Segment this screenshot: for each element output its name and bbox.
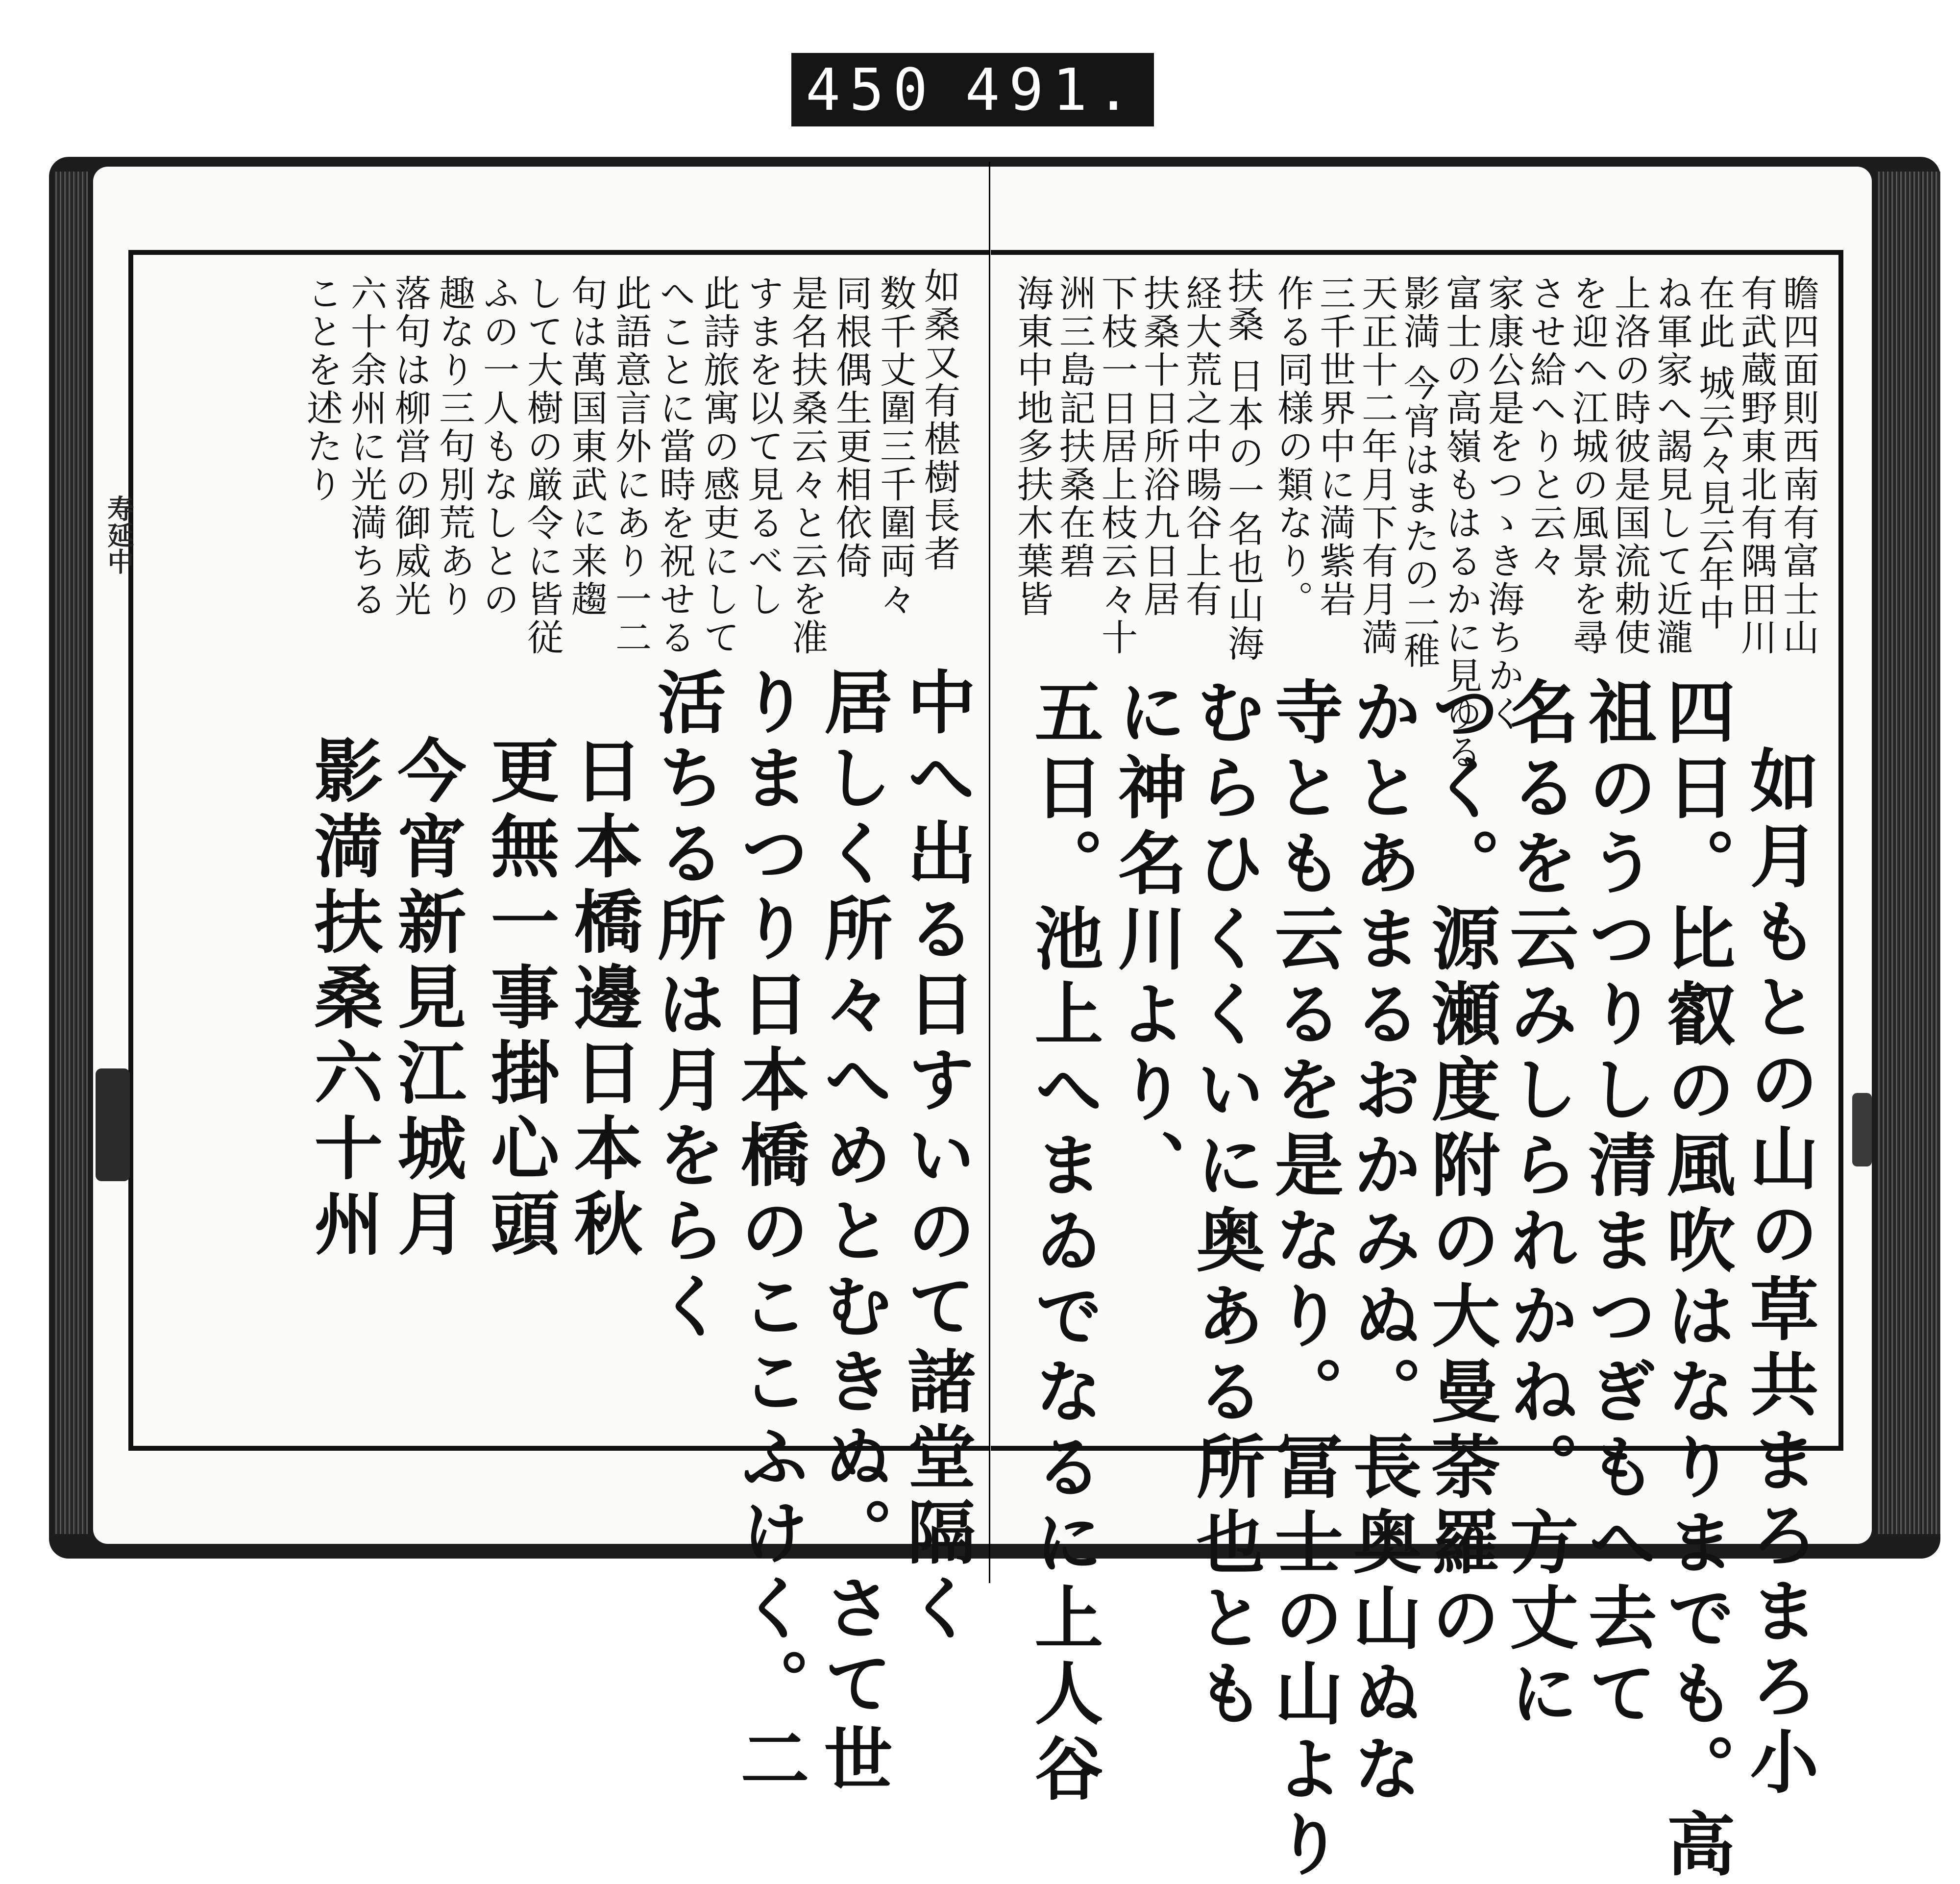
right-commentary-col: 三千世界中に満紫岩 (1314, 274, 1356, 619)
center-fold (989, 162, 990, 1583)
catalog-label (791, 53, 1154, 126)
right-commentary-col: 瞻四面則西南有富士山 (1777, 274, 1819, 657)
left-commentary-col: して大樹の厳令に皆従 (521, 274, 564, 657)
right-commentary-col: 扶桑 日本の一名也山海 (1222, 267, 1264, 663)
left-commentary-col: 趣なり三句別荒あり (433, 274, 475, 619)
left-fore-edge (54, 172, 88, 1534)
right-commentary-col: 扶桑十日所浴九日居 (1138, 274, 1180, 619)
right-main-col: 五日。池上へまゐでなるに上人谷 (1023, 676, 1103, 1809)
right-main-col: つく。源瀬度附の大曼荼羅の (1420, 676, 1500, 1658)
left-main-col: 今宵新見江城月 (386, 735, 466, 1264)
right-main-col: 四日。比叡の風吹はなりまでも。高 (1655, 676, 1736, 1884)
left-commentary-col: へことに當時を祝せる (654, 274, 696, 657)
left-commentary-col: 此詩旅寓の感吏にして (698, 274, 740, 657)
right-commentary-col: 有武蔵野東北有隅田川 (1735, 274, 1777, 657)
left-commentary-col: すまを以て見るべし (742, 274, 784, 619)
right-main-col: むらひくくいに奥ある所也とも (1185, 676, 1265, 1733)
right-commentary-col: 富士の高嶺もはるかに見ゆる (1440, 274, 1482, 771)
right-main-col: 名るを云みしられかね。方丈に (1498, 676, 1579, 1733)
right-commentary-col: 経大荒之中暘谷上有 (1180, 274, 1222, 619)
right-commentary-col: 下枝一日居上枝云々十 (1096, 274, 1138, 657)
right-margin-mark (1852, 1093, 1872, 1166)
label-right-number: 491. (965, 56, 1140, 124)
right-main-col: 如月もとの山の草共まろまろ小 (1739, 745, 1819, 1802)
left-commentary-col: 六十余州に光満ちる (345, 274, 387, 619)
left-main-col: 更無一事掛心頭 (479, 735, 560, 1264)
right-commentary-col: 作る同様の類なり。 (1272, 274, 1314, 619)
right-main-col: かとあまるおかみぬ。長奥山ぬな (1342, 676, 1422, 1809)
left-commentary-col: 落句は柳営の御威光 (389, 274, 431, 619)
left-main-col: 居しく所々へめとむきぬ。さて世 (812, 667, 893, 1799)
left-commentary-col: 此語意言外にあり一二 (610, 274, 652, 657)
left-commentary-col: 数千丈圍三千圍両々 (874, 274, 916, 619)
left-main-col: 中へ出る日すいのて諸堂隔く (896, 667, 976, 1648)
right-commentary-col: させ給へりと云々 (1524, 274, 1567, 580)
left-commentary-col: ことを述たり (301, 274, 343, 504)
left-commentary-col: 句は萬国東武に来趨 (565, 274, 608, 619)
right-main-col: 祖のうつりし清まつぎもへ去て (1577, 676, 1657, 1733)
left-commentary-col: 同根偶生更相依倚 (830, 274, 872, 580)
left-main-col: りまつり日本橋のここふけく。二 (729, 667, 809, 1799)
left-main-col: 影満扶桑六十州 (303, 735, 383, 1264)
left-main-col: 日本橋邊日本秋 (563, 735, 643, 1264)
spine-ink-mark (96, 1068, 130, 1181)
left-main-col: 活ちる所は月をらく (646, 667, 726, 1346)
right-commentary-col: 家康公是をつゝき海ちかく (1482, 274, 1524, 733)
right-commentary-col: ね軍家へ謁見して近瀧 (1651, 274, 1693, 657)
right-commentary-col: 影満 今宵はまたの二稚 (1398, 274, 1440, 670)
right-commentary-col: を迎へ江城の風景を尋 (1567, 274, 1609, 657)
right-commentary-col: 天正十二年月下有月満 (1356, 274, 1398, 657)
spine-note: 寿延中 (103, 495, 135, 574)
right-fore-edge (1877, 172, 1940, 1534)
left-commentary-col: ふの一人もなしとの (477, 274, 519, 619)
right-commentary-col: 海東中地多扶木葉皆 (1011, 274, 1054, 619)
left-commentary-col: 如桑又有椹樹長者 (918, 267, 960, 573)
right-commentary-col: 在此 城云々見云年中 (1693, 274, 1735, 632)
right-main-col: 寺とも云るを是なり。冨士の山より (1263, 676, 1344, 1884)
left-commentary-col: 是名扶桑云々と云を准 (786, 274, 828, 657)
right-commentary-col: 上洛の時彼是国流勅使 (1609, 274, 1651, 657)
right-commentary-col: 洲三島記扶桑在碧 (1054, 274, 1096, 580)
right-main-col: に神名川より、 (1106, 676, 1187, 1205)
label-left-number: 450 (806, 56, 937, 124)
